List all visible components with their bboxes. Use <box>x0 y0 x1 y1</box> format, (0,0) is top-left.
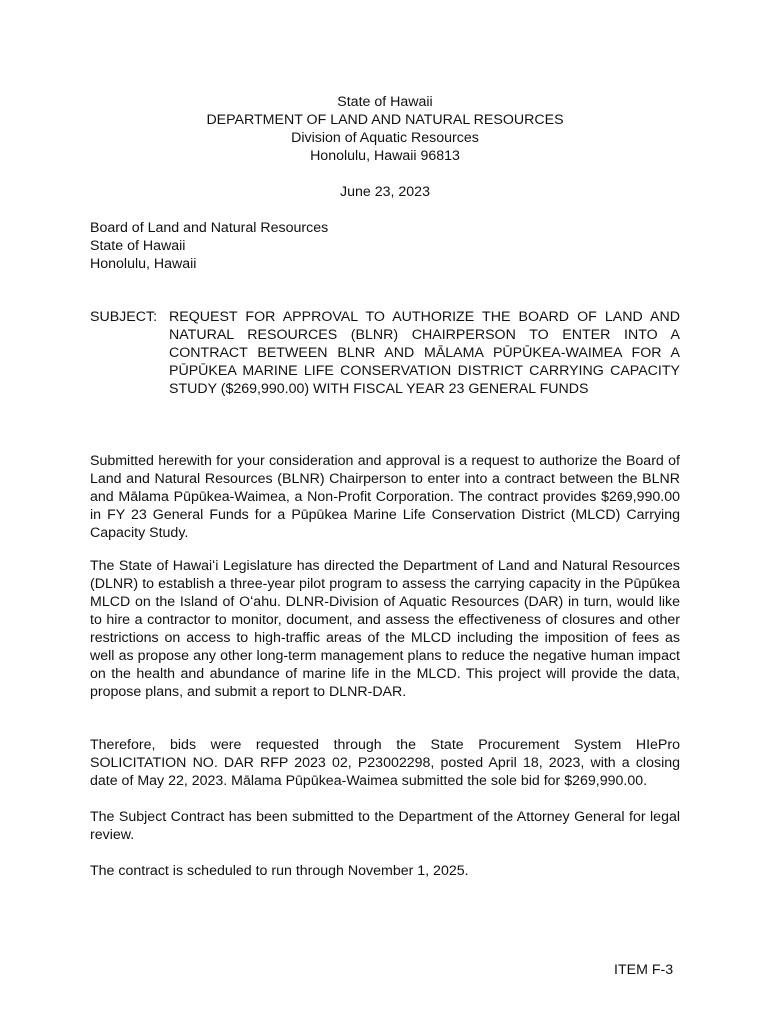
body-paragraph-background: The State of Hawaiʻi Legislature has directed the Department of Land and Natural Resources (DLNR) to establish a three-year pilot program to assess the carrying capacity in the Pūpūkea MLCD on the Island of Oʻahu. DLNR-Division of Aquatic Resources (DAR) in turn, would like to hire a contractor to monitor, document, and assess the effectiveness of closures and other restrictions on access to high-traffic areas of the MLCD including the imposition of fees as well as propose any other long-term management plans to reduce the negative human impact on the health and abundance of marine life in the MLCD. This project will provide the data, propose plans, and submit a report to DLNR-DAR. <box>90 558 680 700</box>
body-paragraph-schedule: The contract is scheduled to run through November 1, 2025. <box>90 863 469 879</box>
letterhead-city: Honolulu, Hawaii 96813 <box>310 148 460 164</box>
letterhead <box>0 93 770 165</box>
body-paragraph-request: Submitted herewith for your consideration and approval is a request to authorize the Board of Land and Natural Resources (BLNR) Chairperson to enter into a contract between the BLNR and Mālama Pūpūkea-Waimea, a Non-Profit Corporation. The contract provides $269,990.00 in FY 23 General Funds for a Pūpūkea Marine Life Conservation District (MLCD) Carrying Capacity Study. <box>90 453 680 541</box>
recipient-state: State of Hawaii <box>90 238 186 254</box>
letterhead-department: DEPARTMENT OF LAND AND NATURAL RESOURCES <box>206 112 564 128</box>
subject-label: SUBJECT: <box>90 309 158 325</box>
recipient-name: Board of Land and Natural Resources <box>90 220 329 236</box>
item-number: ITEM F-3 <box>614 962 674 978</box>
body-paragraph-legal-review: The Subject Contract has been submitted to the Department of the Attorney General for legal review. <box>90 809 680 843</box>
recipient-address <box>90 219 328 273</box>
letterhead-division: Division of Aquatic Resources <box>291 130 479 146</box>
subject-text: REQUEST FOR APPROVAL TO AUTHORIZE THE BOARD OF LAND AND NATURAL RESOURCES (BLNR) CHAIRPERSON TO ENTER INTO A CONTRACT BETWEEN BLNR AND MĀLAMA PŪPŪKEA-WAIMEA FOR A PŪPŪKEA MARINE LIFE CONSERVATION DISTRICT CARRYING CAPACITY STUDY ($269,990.00) WITH FISCAL YEAR 23 GENERAL FUNDS <box>169 309 680 397</box>
letterhead-state: State of Hawaii <box>337 94 433 110</box>
recipient-city: Honolulu, Hawaii <box>90 256 197 272</box>
subject-block <box>90 308 680 398</box>
body-paragraph-procurement: Therefore, bids were requested through the State Procurement System HIePro SOLICITATION NO. DAR RFP 2023 02, P23002298, posted April 18, 2023, with a closing date of May 22, 2023. Mālama Pūpūkea-Waimea submitted the sole bid for $269,990.00. <box>90 737 680 789</box>
document-date: June 23, 2023 <box>340 184 430 200</box>
